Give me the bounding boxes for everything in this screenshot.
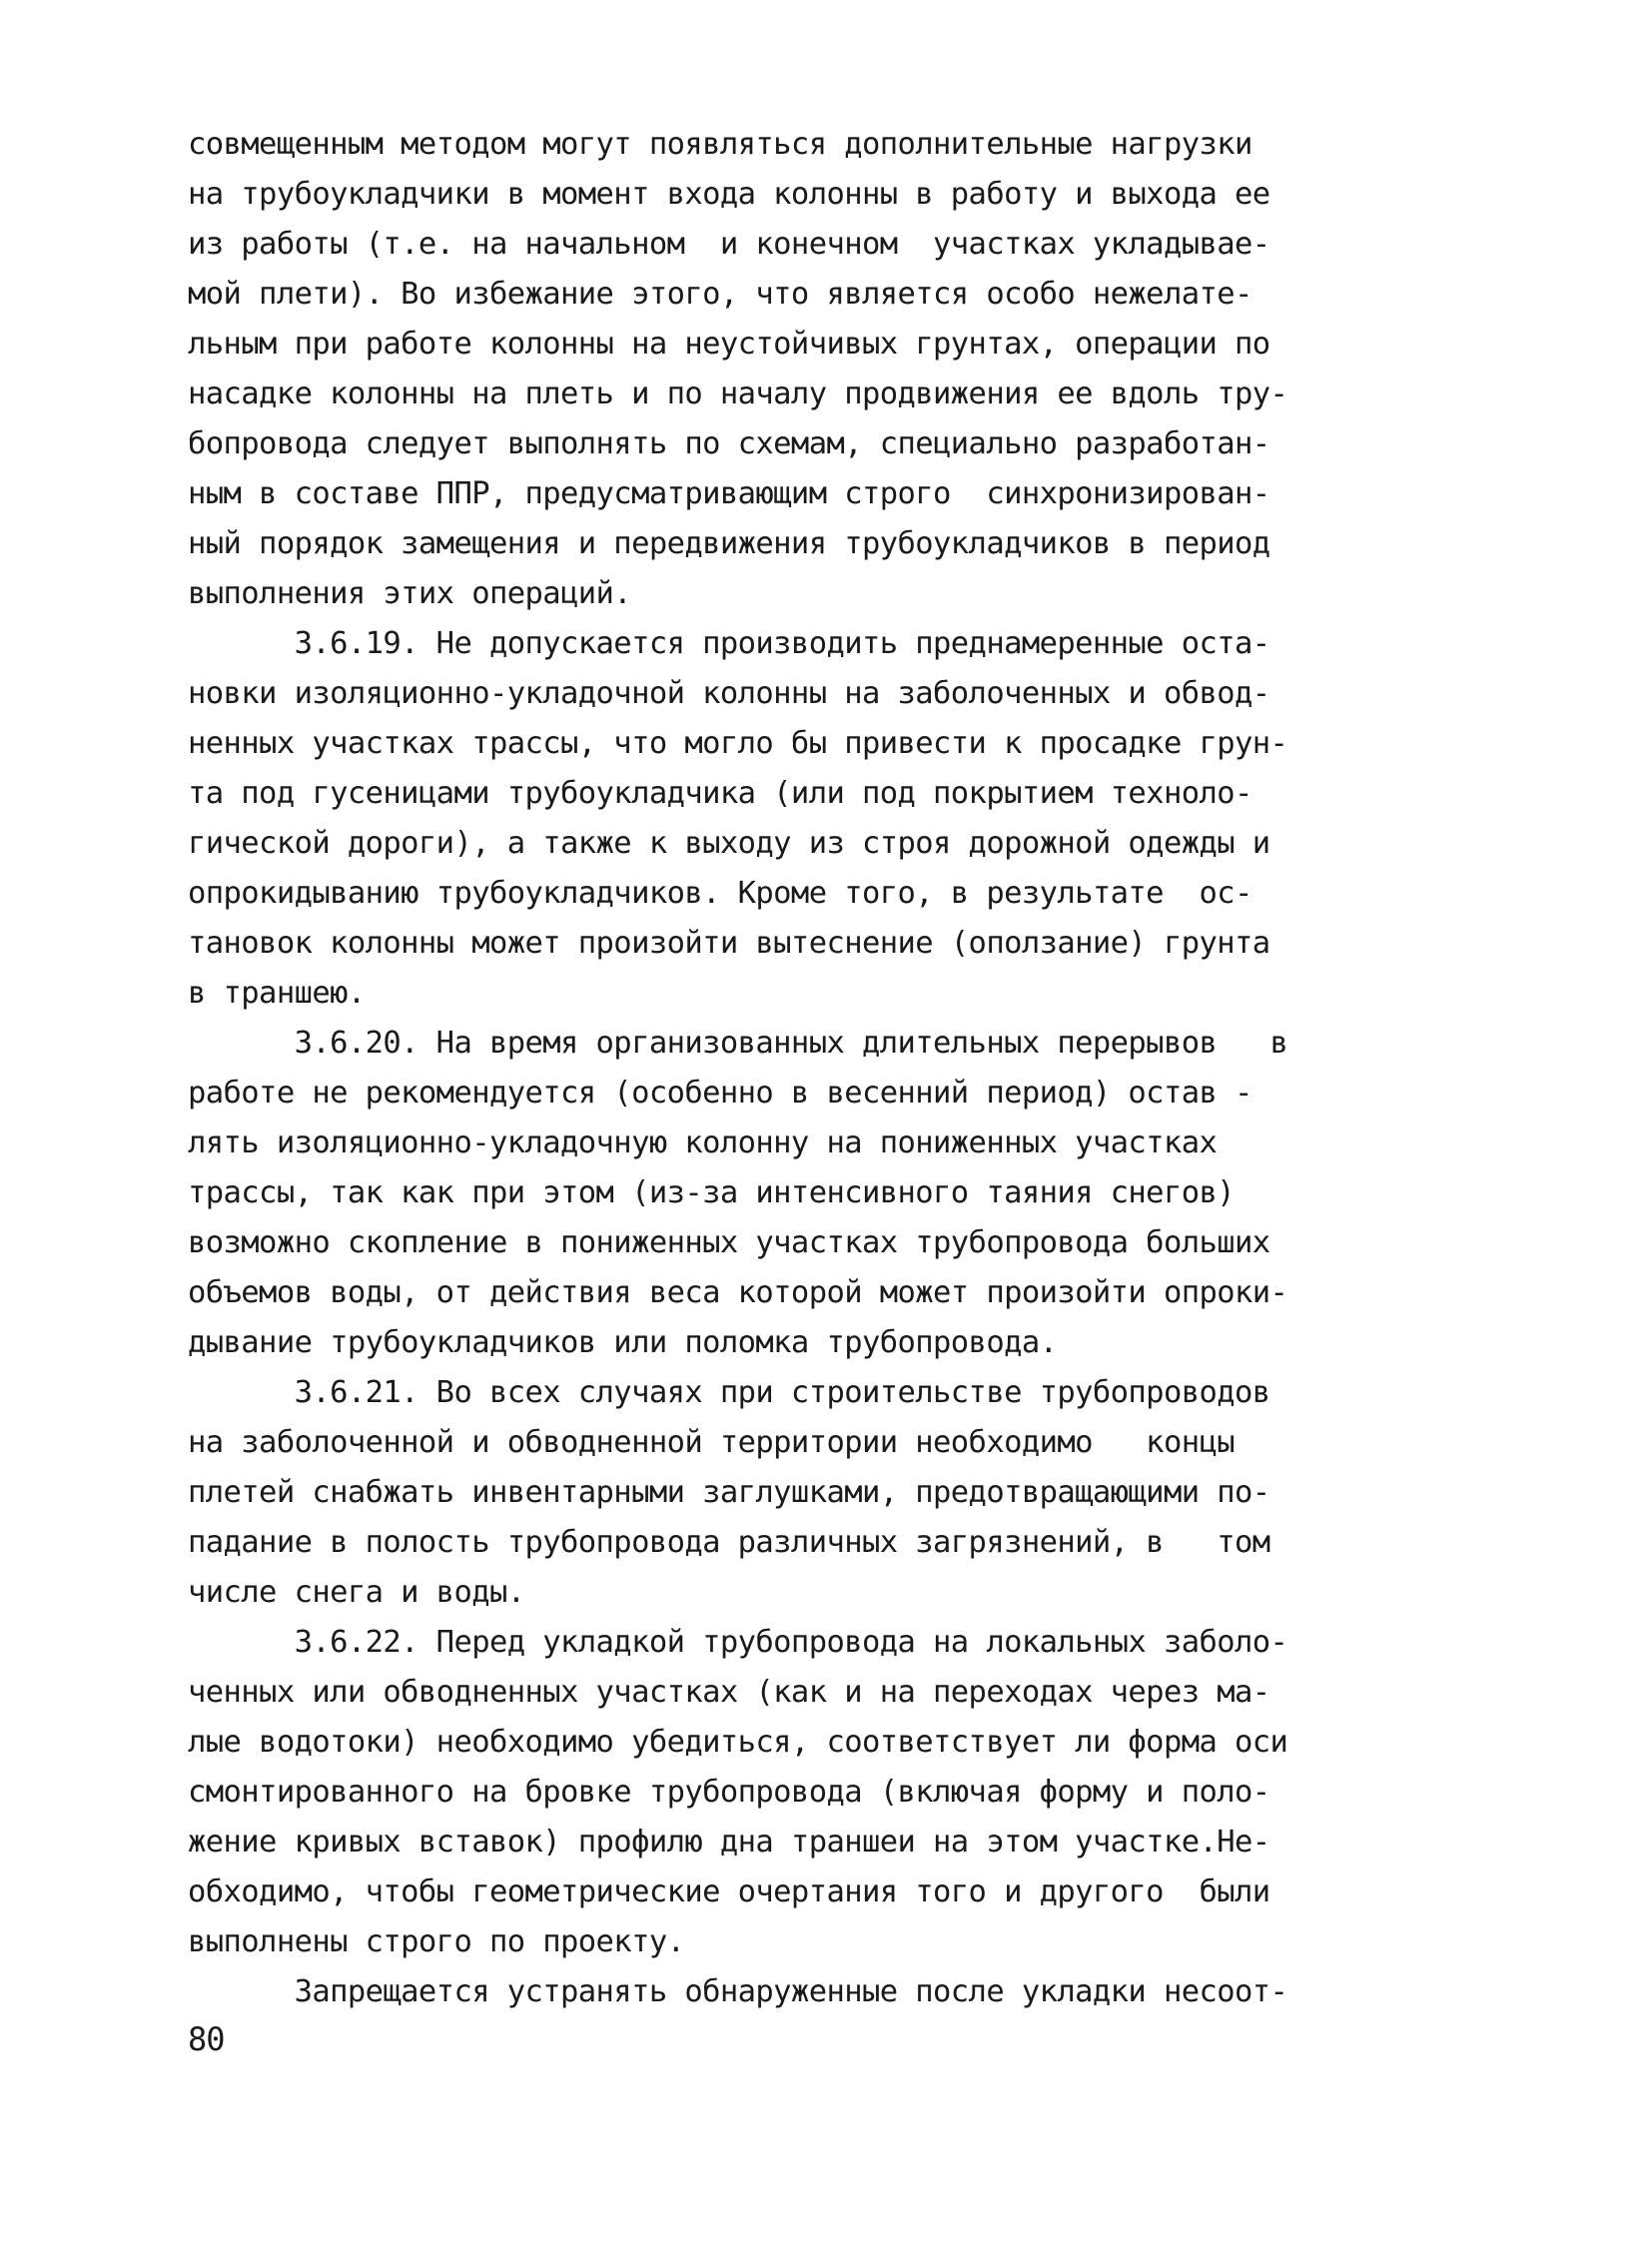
text-line: новки изоляционно-укладочной колонны на заболоченных и обвод- xyxy=(188,676,1270,711)
text-line: на трубоукладчики в момент входа колонны в работу и выхода ее xyxy=(188,177,1270,212)
text-line: смонтированного на бровке трубопровода (включая форму и поло- xyxy=(188,1775,1270,1810)
text-line: выполнены строго по проекту. xyxy=(188,1924,685,1959)
text-line: ный порядок замещения и передвижения трубоукладчиков в период xyxy=(188,526,1270,561)
text-line: из работы (т.е. на начальном и конечном участках укладывае- xyxy=(188,227,1270,262)
text-line: числе снега и воды. xyxy=(188,1575,525,1610)
body-text xyxy=(188,120,1476,2017)
paragraph-3-6-20 xyxy=(188,1019,1476,1368)
text-line: трассы, так как при этом (из-за интенсивного таяния снегов) xyxy=(188,1175,1235,1210)
text-line: тановок колонны может произойти вытеснение (оползание) грунта xyxy=(188,926,1270,961)
text-line: плетей снабжать инвентарными заглушками, предотвращающими по- xyxy=(188,1475,1270,1510)
paragraph-intro xyxy=(188,120,1476,619)
text-line: насадке колонны на плеть и по началу продвижения ее вдоль тру- xyxy=(188,376,1288,411)
page-number: 80 xyxy=(188,2020,225,2058)
text-line: работе не рекомендуется (особенно в весенний период) остав - xyxy=(188,1076,1252,1111)
text-line: обходимо, чтобы геометрические очертания того и другого были xyxy=(188,1874,1270,1909)
text-line: 3.6.21. Во всех случаях при строительстве трубопроводов xyxy=(188,1375,1270,1410)
text-line: 3.6.19. Не допускается производить преднамеренные оста- xyxy=(188,626,1270,661)
text-line: жение кривых вставок) профилю дна траншеи на этом участке.Не- xyxy=(188,1825,1270,1860)
text-line: 3.6.20. На время организованных длительных перерывов в xyxy=(188,1026,1288,1061)
text-line: та под гусеницами трубоукладчика (или под покрытием техноло- xyxy=(188,776,1252,811)
text-line: мой плети). Во избежание этого, что является особо нежелате- xyxy=(188,277,1252,312)
text-line: льным при работе колонны на неустойчивых грунтах, операции по xyxy=(188,327,1270,362)
paragraph-3-6-21 xyxy=(188,1368,1476,1618)
text-line: объемов воды, от действия веса которой может произойти опроки- xyxy=(188,1275,1288,1310)
paragraph-3-6-22 xyxy=(188,1618,1476,1967)
text-line: дывание трубоукладчиков или поломка трубопровода. xyxy=(188,1325,1058,1360)
text-line: 3.6.22. Перед укладкой трубопровода на локальных заболо- xyxy=(188,1625,1288,1660)
text-line: ным в составе ППР, предусматривающим строго синхронизирован- xyxy=(188,476,1270,511)
text-line: Запрещается устранять обнаруженные после укладки несоот- xyxy=(188,1974,1288,2009)
paragraph-final xyxy=(188,1967,1476,2017)
text-line: опрокидыванию трубоукладчиков. Кроме того, в результате ос- xyxy=(188,876,1252,911)
text-line: на заболоченной и обводненной территории необходимо концы xyxy=(188,1425,1235,1460)
paragraph-3-6-19 xyxy=(188,619,1476,1019)
text-line: лые водотоки) необходимо убедиться, соответствует ли форма оси xyxy=(188,1725,1288,1760)
text-line: в траншею. xyxy=(188,976,366,1011)
text-line: ченных или обводненных участках (как и на переходах через ма- xyxy=(188,1675,1270,1710)
text-line: падание в полость трубопровода различных загрязнений, в том xyxy=(188,1525,1270,1560)
text-line: ненных участках трассы, что могло бы привести к просадке грун- xyxy=(188,726,1288,761)
text-line: выполнения этих операций. xyxy=(188,576,632,611)
text-line: совмещенным методом могут появляться дополнительные нагрузки xyxy=(188,127,1252,162)
text-line: бопровода следует выполнять по схемам, специально разработан- xyxy=(188,426,1270,461)
text-line: лять изоляционно-укладочную колонну на пониженных участках xyxy=(188,1125,1218,1160)
text-line: гической дороги), а также к выходу из строя дорожной одежды и xyxy=(188,826,1270,861)
text-line: возможно скопление в пониженных участках трубопровода больших xyxy=(188,1225,1270,1260)
